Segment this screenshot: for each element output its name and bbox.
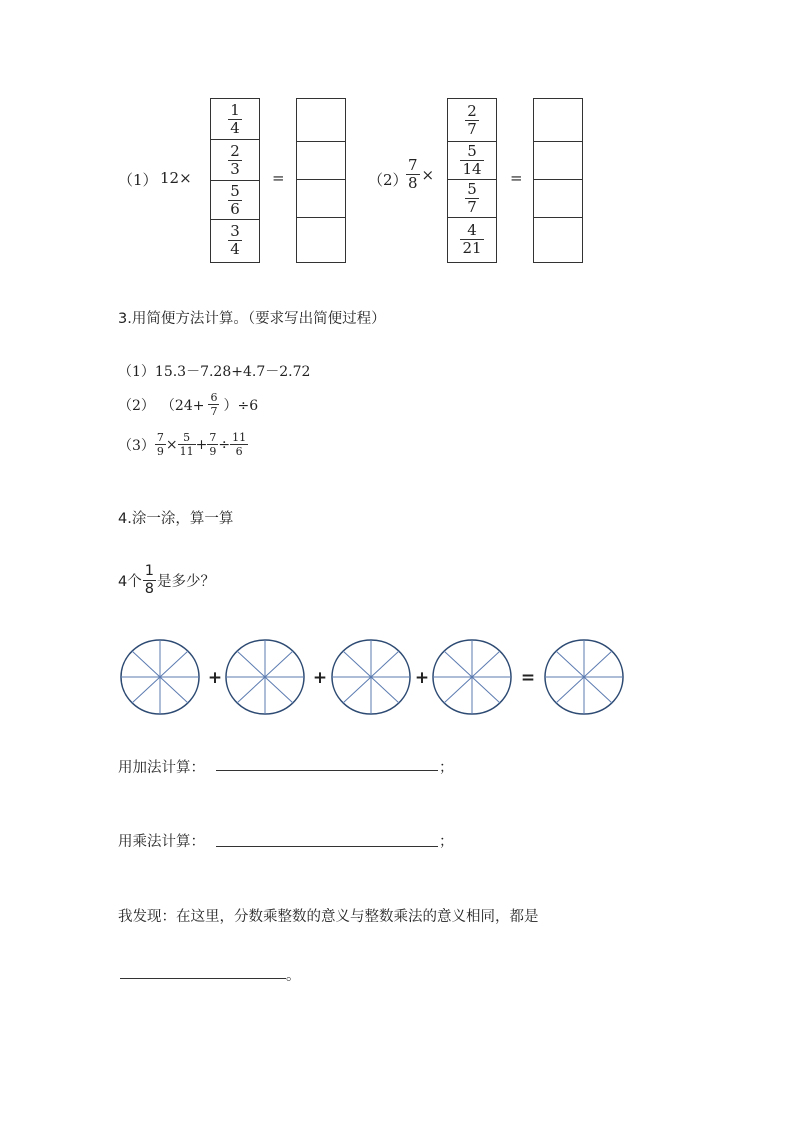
q4-question: 4个 $\frac{1}{8}$ 是多少？: [118, 563, 215, 597]
q3-item-1: （1）15.3－7.28+4.7－2.72: [118, 364, 311, 380]
p1-fraction-cell: [211, 140, 259, 181]
fraction: $\frac{5}{14}$: [462, 142, 482, 178]
fraction: $\frac{7}{9}$: [209, 431, 217, 458]
fraction: $\frac{3}{4}$: [230, 222, 240, 258]
add-answer-line[interactable]: [216, 770, 438, 771]
p1-multiplier: 12×: [160, 169, 192, 187]
p2-equals: =: [510, 169, 523, 187]
fraction: $\frac{5}{7}$: [467, 180, 477, 216]
p1-answer-column: [296, 98, 346, 263]
answer-cell[interactable]: [534, 142, 582, 180]
p1-fraction-cell: [211, 181, 259, 220]
answer-cell[interactable]: [534, 180, 582, 218]
section-3-title: 3.用简便方法计算。（要求写出简便过程）: [118, 311, 386, 327]
fraction: $\frac{2}{3}$: [230, 141, 240, 178]
p2-fraction-cell: [448, 99, 496, 142]
q3-item-2: （2） （24+ $\frac{6}{7}$ ）÷6: [118, 391, 259, 418]
fraction: $\frac{5}{6}$: [230, 181, 240, 218]
eighths-circles-row: [110, 630, 640, 725]
fraction: $\frac{7}{8}$: [408, 156, 418, 192]
fraction: $\frac{1}{4}$: [230, 100, 240, 137]
eighths-circle[interactable]: [332, 640, 410, 714]
eighths-circle[interactable]: [433, 640, 511, 714]
p2-answer-column: [533, 98, 583, 263]
eighths-circle[interactable]: [121, 640, 199, 714]
answer-cell[interactable]: [534, 218, 582, 261]
add-label: 用加法计算：: [118, 760, 205, 776]
mul-label: 用乘法计算：: [118, 834, 205, 850]
p2-fraction-cell: [448, 142, 496, 180]
add-end: ；: [439, 760, 454, 776]
fraction: $\frac{1}{8}$: [144, 563, 154, 597]
answer-cell[interactable]: [297, 218, 345, 261]
finding-answer-line[interactable]: [120, 978, 286, 979]
fraction: $\frac{5}{11}$: [179, 431, 194, 458]
p2-multiplier: [406, 158, 434, 191]
times-sign: ×: [421, 165, 435, 184]
answer-cell[interactable]: [534, 99, 582, 142]
answer-cell[interactable]: [297, 142, 345, 180]
op-equals: =: [520, 668, 536, 688]
p2-fraction-cell: [448, 218, 496, 261]
p1-equals: =: [272, 169, 285, 187]
finding-text: 我发现：在这里，分数乘整数的意义与整数乘法的意义相同，都是: [118, 909, 539, 925]
mul-end: ；: [439, 834, 454, 850]
eighths-circle[interactable]: [545, 640, 623, 714]
op-plus: +: [207, 668, 223, 688]
p2-label: （2）: [368, 171, 408, 189]
op-plus: +: [414, 668, 430, 688]
fraction: $\frac{2}{7}$: [467, 101, 477, 138]
answer-cell[interactable]: [297, 99, 345, 142]
eighths-circle[interactable]: [226, 640, 304, 714]
p1-fraction-cell: [211, 99, 259, 140]
p1-fraction-cell: [211, 220, 259, 261]
fraction: $\frac{7}{9}$: [156, 431, 164, 458]
fraction: $\frac{4}{21}$: [462, 221, 482, 257]
mul-answer-line[interactable]: [216, 846, 438, 847]
section-4-title: 4.涂一涂，算一算: [118, 511, 234, 527]
p1-fraction-column: [210, 98, 260, 263]
p1-label: （1）: [118, 171, 158, 189]
finding-end: 。: [286, 968, 301, 984]
op-plus: +: [312, 668, 328, 688]
fraction: $\frac{11}{6}$: [232, 431, 247, 458]
p2-fraction-column: [447, 98, 497, 263]
answer-cell[interactable]: [297, 180, 345, 218]
fraction: $\frac{6}{7}$: [210, 391, 218, 418]
p2-fraction-cell: [448, 180, 496, 218]
q3-item-3: （3） $\frac{7}{9}$ × $\frac{5}{11}$ + $\frac{7}{9}$ ÷ $\frac{11}{6}$: [118, 431, 247, 458]
